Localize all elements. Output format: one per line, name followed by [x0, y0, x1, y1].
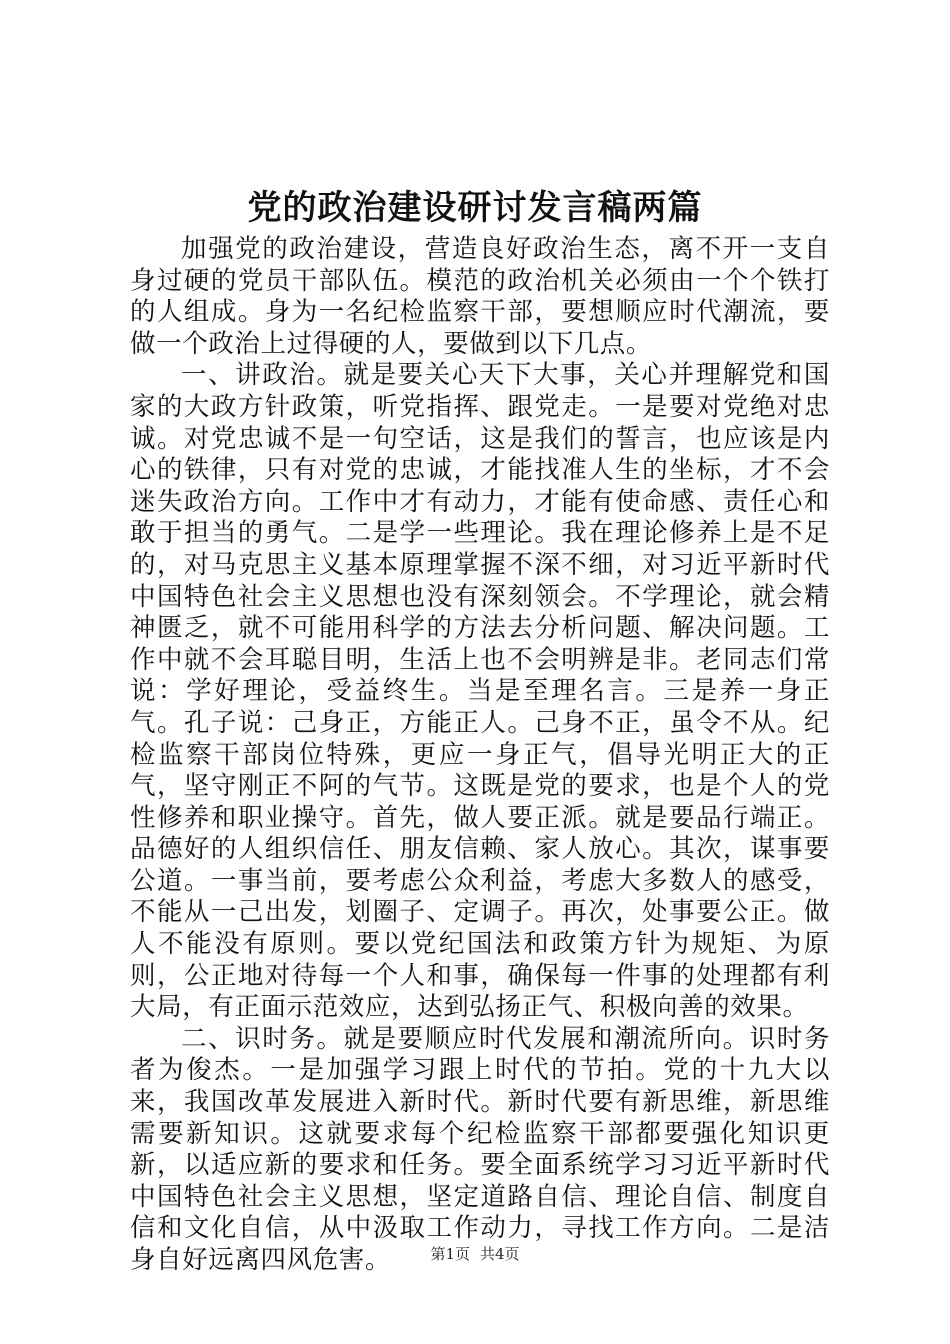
document-body	[130, 234, 830, 1277]
paragraph-section-1: 一、讲政治。就是要关心天下大事，关心并理解党和国家的大政方针政策，听党指挥、跟党走。一是要对党绝对忠诚。对党忠诚不是一句空话，这是我们的誓言，也应该是内心的铁律，只有对党的忠诚，才能找准人生的坐标，才不会迷失政治方向。工作中才有动力，才能有使命感、责任心和敢于担当的勇气。二是学一些理论。我在理论修养上是不足的，对马克思主义基本原理掌握不深不细，对习近平新时代中国特色社会主义思想也没有深刻领会。不学理论，就会精神匮乏，就不可能用科学的方法去分析问题、解决问题。工作中就不会耳聪目明，生活上也不会明辨是非。老同志们常说：学好理论，受益终生。当是至理名言。三是养一身正气。孔子说：己身正，方能正人。己身不正，虽令不从。纪检监察干部岗位特殊，更应一身正气，倡导光明正大的正气，坚守刚正不阿的气节。这既是党的要求，也是个人的党性修养和职业操守。首先，做人要正派。就是要品行端正。品德好的人组织信任、朋友信赖、家人放心。其次，谋事要公道。一事当前，要考虑公众利益，考虑大多数人的感受，不能从一己出发，划圈子、定调子。再次，处事要公正。做人不能没有原则。要以党纪国法和政策方针为规矩、为原则，公正地对待每一个人和事，确保每一件事的处理都有利大局，有正面示范效应，达到弘扬正气、积极向善的效果。	[130, 360, 830, 1023]
document-title: 党的政治建设研讨发言稿两篇	[247, 188, 703, 228]
page-number: 第1页	[430, 1245, 470, 1263]
paragraph-section-2: 二、识时务。就是要顺应时代发展和潮流所向。识时务者为俊杰。一是加强学习跟上时代的节拍。党的十九大以来，我国改革发展进入新时代。新时代要有新思维，新思维需要新知识。这就要求每个纪检监察干部都要强化知识更新，以适应新的要求和任务。要全面系统学习习近平新时代中国特色社会主义思想，坚定道路自信、理论自信、制度自信和文化自信，从中汲取工作动力，寻找工作方向。二是洁身自好远离四风危害。	[130, 1023, 830, 1275]
paragraph-intro: 加强党的政治建设，营造良好政治生态，离不开一支自身过硬的党员干部队伍。模范的政治机关必须由一个个铁打的人组成。身为一名纪检监察干部，要想顺应时代潮流，要做一个政治上过得硬的人，要做到以下几点。	[130, 234, 830, 359]
page-footer	[0, 1244, 950, 1264]
page-total: 共4页	[480, 1245, 520, 1263]
